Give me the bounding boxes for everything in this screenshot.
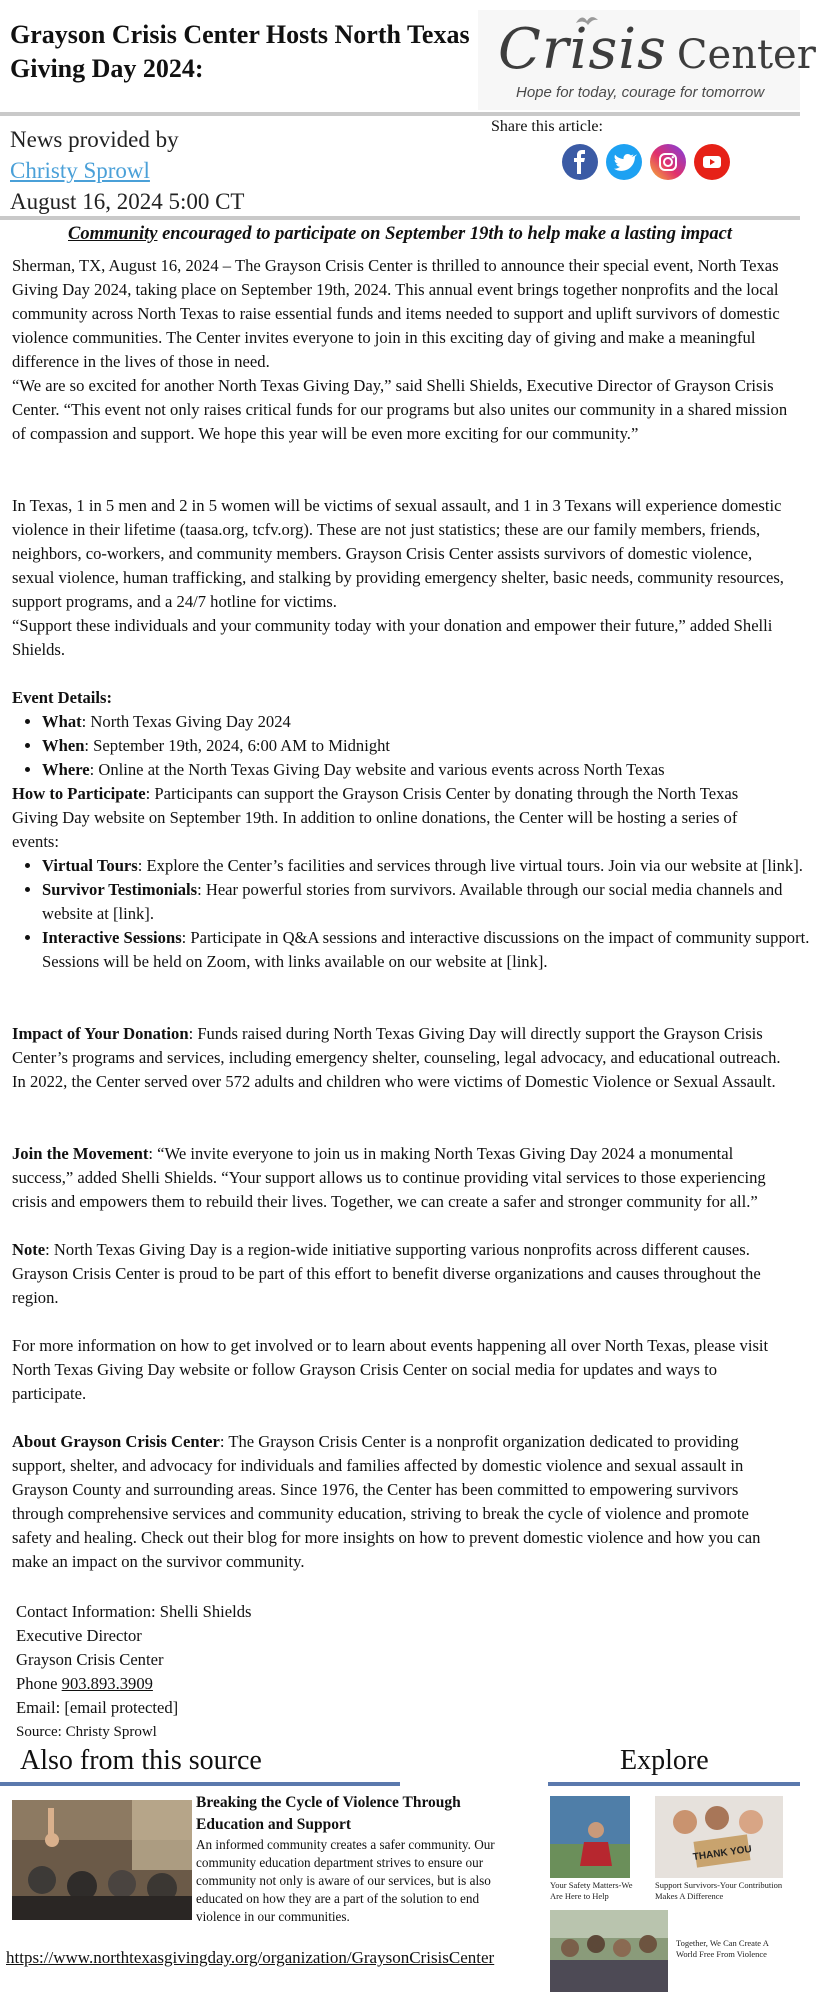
source-url-link[interactable]: https://www.northtexasgivingday.org/organization/GraysonCrisisCenter xyxy=(6,1948,495,1967)
instagram-icon xyxy=(650,144,686,180)
twitter-share-button[interactable] xyxy=(606,144,642,180)
facebook-icon xyxy=(562,144,598,180)
more-info-paragraph: For more information on how to get involved or to learn about events happening all over North Texas, please visit North Texas Giving Day website or follow Grayson Crisis Center on social media for updates and ways to participate. xyxy=(12,1336,769,1403)
participation-events-list xyxy=(12,854,818,974)
list-item: • Interactive Sessions: Participate in Q&A sessions and interactive discussions on the impact of community support. Sessions will be held on Zoom, with links available on our website at [link]. xyxy=(42,926,818,974)
youtube-share-button[interactable] xyxy=(694,144,730,180)
support-quote-paragraph: “Support these individuals and your community today with your donation and empower their future,” added Shelli Shields. xyxy=(12,616,773,659)
story-title-link[interactable]: Breaking the Cycle of Violence Through Education and Support xyxy=(196,1794,461,1833)
header-divider xyxy=(0,112,800,116)
publish-date: August 16, 2024 5:00 CT xyxy=(10,189,245,214)
contact-block xyxy=(16,1600,252,1744)
contact-phone: Phone 903.893.3909 xyxy=(16,1674,153,1693)
explore-caption-support[interactable]: Support Survivors-Your Contribution Makes A Difference xyxy=(655,1880,783,1901)
note-paragraph: Note: North Texas Giving Day is a region-wide initiative supporting various nonprofits across different causes. Grayson Crisis Center is proud to be part of this effort to benefit diverse organizations and causes throughout the region. xyxy=(12,1240,761,1307)
list-item: • When: September 19th, 2024, 6:00 AM to Midnight xyxy=(42,734,818,758)
list-item: • Virtual Tours: Explore the Center’s facilities and services through live virtual tours. Join via our website at [link]. xyxy=(42,854,818,878)
also-divider xyxy=(0,1782,400,1786)
youtube-icon xyxy=(694,144,730,180)
about-paragraph: About Grayson Crisis Center: The Grayson Crisis Center is a nonprofit organization dedicated to providing support, shelter, and advocacy for individuals and families affected by domestic violence and sexual assault in Grayson County and surrounding areas. Since 1976, the Center has been committed to empowering survivors through comprehensive services and community education, striving to break the cycle of violence and promote safety and healing. Check out their blog for more insights on how to prevent domestic violence and how you can make an impact on the survivor community. xyxy=(12,1432,761,1571)
explore-image-support[interactable] xyxy=(655,1796,783,1878)
event-details-list xyxy=(12,710,818,782)
provided-by-label: News provided by xyxy=(10,127,179,152)
logo-word-crisis: Crisis xyxy=(498,17,667,82)
page-title: Grayson Crisis Center Hosts North Texas Giving Day 2024: xyxy=(10,20,470,83)
byline-divider xyxy=(0,216,800,220)
byline xyxy=(10,124,244,217)
statistics-paragraph: In Texas, 1 in 5 men and 2 in 5 women will be victims of sexual assault, and 1 in 3 Texans will experience domestic violence in their lifetime (taasa.org, tcfv.org). These are not just statistics; these are our family members, friends, neighbors, co-workers, and community members. Grayson Crisis Center assists survivors of domestic violence, sexual violence, human trafficking, and stalking by providing emergency shelter, basic needs, community resources, support programs, and a 24/7 hotline for victims. xyxy=(12,496,784,611)
explore-divider xyxy=(548,1782,800,1786)
list-item: • What: North Texas Giving Day 2024 xyxy=(42,710,818,734)
logo-tagline: Hope for today, courage for tomorrow xyxy=(516,84,765,101)
how-to-participate-paragraph: How to Participate: Participants can support the Grayson Crisis Center by donating through the North Texas Giving Day website on September 19th. In addition to online donations, the Center will be hosting a series of events: xyxy=(12,784,739,851)
also-from-source-heading: Also from this source xyxy=(20,1745,262,1776)
article-subheadline xyxy=(0,224,800,245)
thank-you-sign: THANK YOU xyxy=(692,1843,753,1864)
quote-paragraph: “We are so excited for another North Texas Giving Day,” said Shelli Shields, Executive Director of Grayson Crisis Center. “This event not only raises critical funds for our programs but also unites our community in a shared mission of compassion and support. We hope this year will be even more exciting for our community.” xyxy=(12,376,788,443)
explore-caption-safety[interactable]: Your Safety Matters-We Are Here to Help xyxy=(550,1880,633,1901)
instagram-share-button[interactable] xyxy=(650,144,686,180)
subhead-rest: encouraged to participate on September 19th to help make a lasting impact xyxy=(157,224,732,244)
contact-name: Contact Information: Shelli Shields xyxy=(16,1602,252,1621)
event-details-heading: Event Details: xyxy=(12,688,113,707)
intro-paragraph: Sherman, TX, August 16, 2024 – The Grayson Crisis Center is thrilled to announce their special event, North Texas Giving Day 2024, taking place on September 19th, 2024. This annual event brings together nonprofits and the local community across North Texas to raise essential funds and items needed to support and uplift survivors of domestic violence communities. The Center invites everyone to join in this exciting day of giving and make a meaningful difference in the lives of those in need. xyxy=(12,256,780,371)
explore-caption-together[interactable]: Together, We Can Create A World Free From Violence xyxy=(676,1938,769,1959)
list-item: • Where: Online at the North Texas Giving Day website and various events across North Texas xyxy=(42,758,818,782)
subhead-underlined: Community xyxy=(68,224,158,244)
facebook-share-button[interactable] xyxy=(562,144,598,180)
impact-paragraph: Impact of Your Donation: Funds raised during North Texas Giving Day will directly support the Grayson Crisis Center’s programs and services, including emergency shelter, counseling, legal advocacy, and educational outreach. In 2022, the Center served over 572 adults and children who were victims of Domestic Violence or Sexual Assault. xyxy=(12,1024,781,1091)
share-label: Share this article: xyxy=(491,118,603,135)
logo-word-center: Center xyxy=(676,32,816,78)
story-summary: An informed community creates a safer community. Our community education department strives to ensure our community not only is aware of our services, but is also educated on how they are a part of the solution to end violence in our communities. xyxy=(196,1837,495,1924)
contact-email: Email: [email protected] xyxy=(16,1698,179,1717)
crisis-center-logo xyxy=(478,10,816,110)
contact-organization: Grayson Crisis Center xyxy=(16,1650,164,1669)
twitter-icon xyxy=(606,144,642,180)
explore-image-safety[interactable] xyxy=(550,1796,630,1878)
phone-link[interactable]: 903.893.3909 xyxy=(61,1674,153,1693)
join-movement-paragraph: Join the Movement: “We invite everyone to join us in making North Texas Giving Day 2024 a monumental success,” added Shelli Shields. “Your support allows us to continue providing vital services to those experiencing crisis and empowers them to rebuild their lives. Together, we can create a safer and stronger community for all.” xyxy=(12,1144,766,1211)
author-link[interactable]: Christy Sprowl xyxy=(10,158,150,183)
contact-title: Executive Director xyxy=(16,1626,142,1645)
contact-source: Source: Christy Sprowl xyxy=(16,1724,157,1740)
explore-image-together[interactable] xyxy=(550,1910,668,1992)
explore-heading: Explore xyxy=(620,1745,709,1776)
list-item: • Survivor Testimonials: Hear powerful stories from survivors. Available through our social media channels and website at [link]. xyxy=(42,878,818,926)
story-image[interactable] xyxy=(12,1800,192,1920)
